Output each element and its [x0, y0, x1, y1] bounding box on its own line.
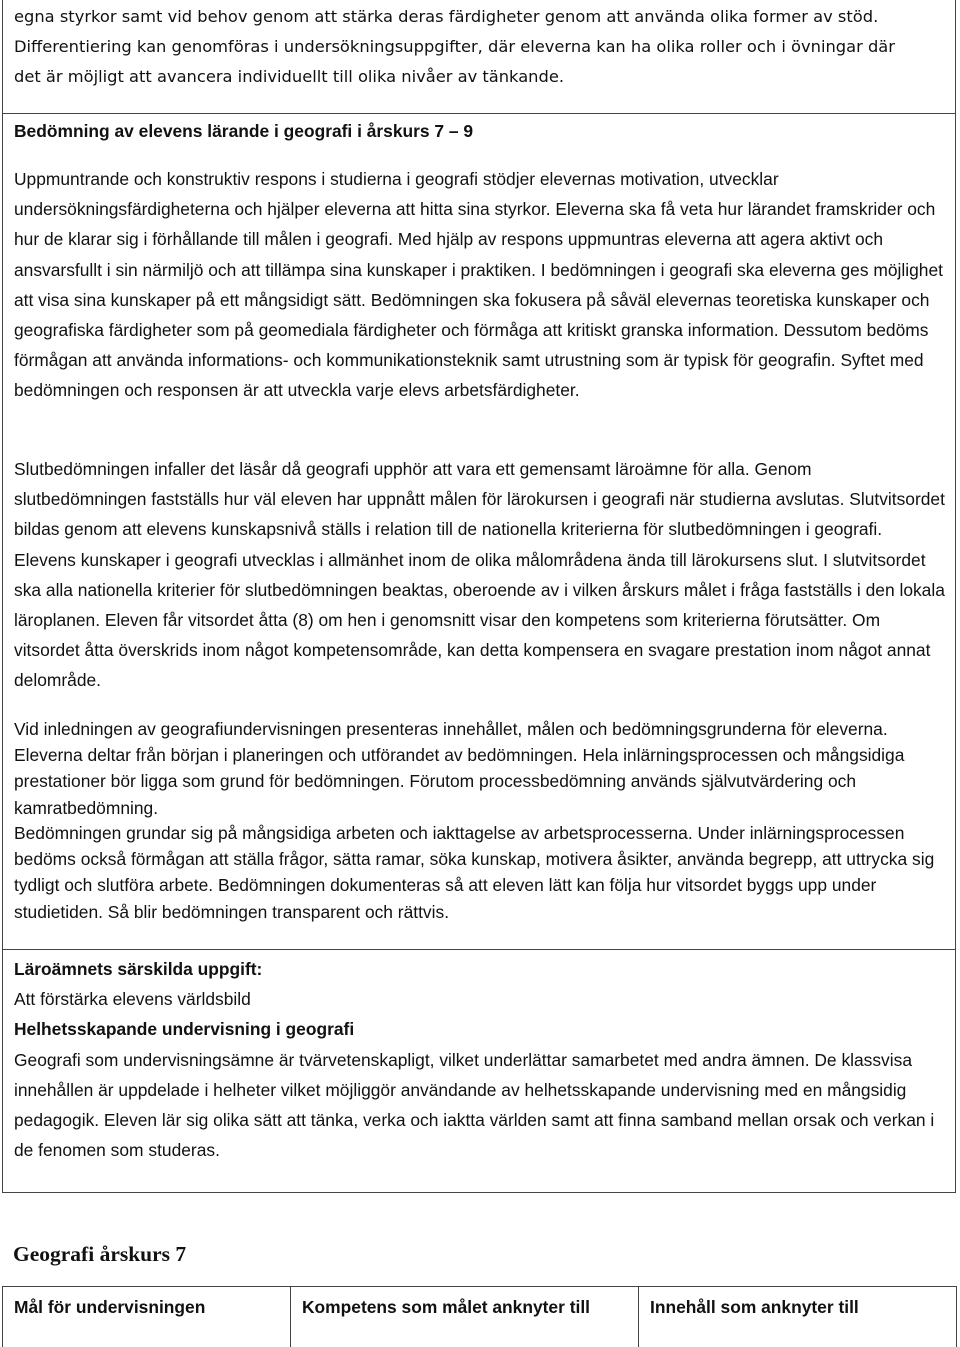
intro-line: det är möjligt att avancera individuellt till olika nivåer av tänkande.: [3, 62, 955, 92]
goals-table-header-row: [3, 1287, 957, 1347]
grade-section-title: Geografi årskurs 7: [13, 1242, 186, 1267]
column-header-goals: Mål för undervisningen: [3, 1287, 291, 1347]
assessment-box: [2, 113, 956, 950]
intro-box: [2, 0, 956, 114]
holistic-teaching-paragraph: Geografi som undervisningsämne är tvärvetenskapligt, vilket underlättar samarbetet med andra ämnen. De klassvisa innehållen är uppdelade i helheter vilket möjliggör användande av helhetsskapande undervisning med en mångsidig pedagogik. Eleven lär sig olika sätt att tänka, verka och iaktta världen samt att finna samband mellan orsak och verkan i de fenomen som studeras.: [3, 1045, 947, 1166]
assessment-heading: Bedömning av elevens lärande i geografi i årskurs 7 – 9: [3, 116, 947, 146]
special-task-box: [2, 949, 956, 1193]
intro-line: Differentiering kan genomföras i undersökningsuppgifter, där eleverna kan ha olika roller och i övningar där: [3, 32, 955, 62]
assessment-paragraph-1: Uppmuntrande och konstruktiv respons i studierna i geografi stödjer elevernas motivation, utvecklar undersökningsfärdigheterna och hjälper eleverna att hitta sina styrkor. Eleverna ska få veta hur lärandet framskrider och hur de klarar sig i förhållande till målen i geografi. Med hjälp av respons uppmuntras eleverna att agera aktivt och ansvarsfullt i sin närmiljö och att tillämpa sina kunskaper i praktiken. I bedömningen i geografi ska eleverna ges möjlighet att visa sina kunskaper på ett mångsidigt sätt. Bedömningen ska fokusera på såväl elevernas teoretiska kunskaper och geografiska färdigheter som på geomediala färdigheter och förmåga att kritiskt granska information. Dessutom bedöms förmågan att använda informations- och kommunikationsteknik samt utrustning som är typisk för geografin. Syftet med bedömningen och responsen är att utveckla varje elevs arbetsfärdigheter.: [3, 164, 947, 406]
holistic-teaching-heading: Helhetsskapande undervisning i geografi: [3, 1014, 947, 1044]
special-task-heading: Läroämnets särskilda uppgift:: [3, 954, 947, 984]
assessment-paragraph-2: Slutbedömningen infaller det läsår då geografi upphör att vara ett gemensamt läroämne för alla. Genom slutbedömningen fastställs hur väl eleven har uppnått målen för lärokursen i geografi när studierna avslutas. Slutvitsordet bildas genom att elevens kunskapsnivå ställs i relation till de nationella kriterierna för slutbedömningen i geografi. Elevens kunskaper i geografi utvecklas i allmänhet inom de olika målområdena ända till lärokursens slut. I slutvitsordet ska alla nationella kriterier för slutbedömningen beaktas, oberoende av i vilken årskurs målet i fråga fastställs i den lokala läroplanen. Eleven får vitsordet åtta (8) om hen i genomsnitt visar den kompetens som kriterierna förutsätter. Om vitsordet åtta överskrids inom något kompetensområde, kan detta kompensera en svagare prestation inom något annat delområde.: [3, 454, 947, 696]
column-header-content: Innehåll som anknyter till: [639, 1287, 957, 1347]
column-header-competence: Kompetens som målet anknyter till: [291, 1287, 639, 1347]
assessment-paragraph-3: Vid inledningen av geografiundervisningen presenteras innehållet, målen och bedömningsgrunderna för eleverna. Eleverna deltar från början i planeringen och utförandet av bedömningen. Hela inlärningsprocessen och mångsidiga prestationer bör ligga som grund för bedömningen. Förutom processbedömning används självutvärdering och kamratbedömning.: [3, 716, 947, 821]
goals-table: [2, 1286, 957, 1347]
intro-line: egna styrkor samt vid behov genom att stärka deras färdigheter genom att använda olika former av stöd.: [3, 2, 955, 32]
special-task-text: Att förstärka elevens världsbild: [3, 984, 947, 1014]
assessment-paragraph-4: Bedömningen grundar sig på mångsidiga arbeten och iakttagelse av arbetsprocesserna. Under inlärningsprocessen bedöms också förmågan att ställa frågor, sätta ramar, söka kunskap, motivera åsikter, använda begrepp, att uttrycka sig tydligt och slutföra arbete. Bedömningen dokumenteras så att eleven lätt kan följa hur vitsordet byggs upp under studietiden. Så blir bedömningen transparent och rättvis.: [3, 820, 947, 925]
